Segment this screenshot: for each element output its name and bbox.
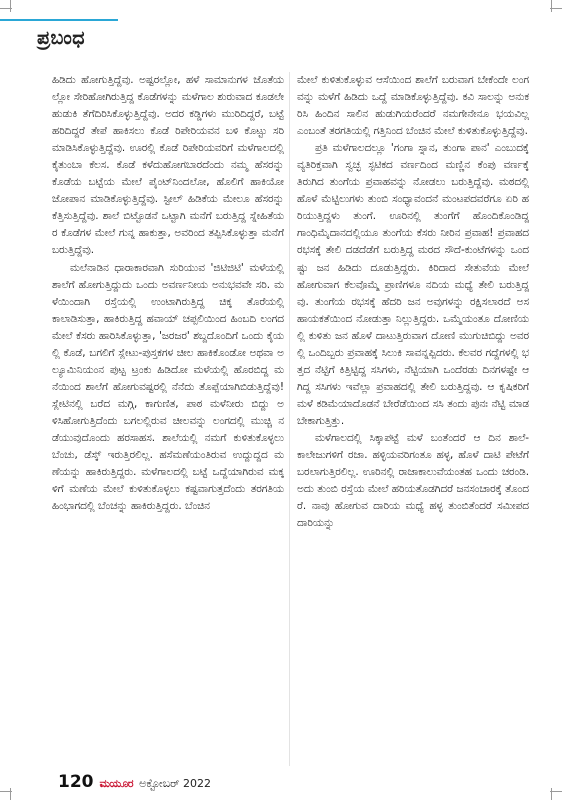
paragraph: ಮೇಲೆ ಕುಳಿತುಕೊಳ್ಳುವ ಆಸೆಯಿಂದ ಶಾಲೆಗೆ ಬರುವಾಗ ಬೇಕೆಂದೇ ಲಂಗವನ್ನು ಮಳೆಗೆ ಹಿಡಿದು ಒದ್ದೆ ಮಾಡಿಕೊಳ್ಳುತ್ತಿದ್ದೆವು. ಕವಿ ಸಾಲನ್ನು ಅನುಕರಿಸಿ ಹಿಂದಿನ ಸಾಲಿನ ಹುಡುಗಿಯರೆಂದರೆ ನಮಗೇನೇನೂ ಭಯವಿಲ್ಲ ಎಂಬಂತೆ ತರಗತಿಯಲ್ಲಿ ಗತ್ತಿನಿಂದ ಬೆಂಚಿನ ಮೇಲೆ ಕುಳಿತುಕೊಳ್ಳುತ್ತಿದ್ದೆವು.: [297, 74, 529, 138]
magazine-logo: ಮಯೂರ: [99, 777, 134, 790]
text-column-right: [297, 72, 529, 766]
page-footer: [58, 772, 211, 792]
column-gutter: [289, 72, 290, 766]
crop-mark-top-right-v: [551, 0, 552, 12]
paragraph: ಪ್ರತಿ ಮಳೆಗಾಲದಲ್ಲೂ 'ಗಂಗಾ ಸ್ನಾನ, ತುಂಗಾ ಪಾನ' ಎಂಬುದಕ್ಕೆ ವ್ಯತಿರಿಕ್ತವಾಗಿ ಸ್ವಚ್ಛ ಸ್ಫಟಿಕದ ವರ್ಣದಿಂದ ಮಣ್ಣಿನ ಕೆಂಪು ವರ್ಣಕ್ಕೆ ತಿರುಗಿದ ತುಂಗೆಯ ಪ್ರವಾಹವನ್ನು ನೋಡಲು ಬರುತ್ತಿದ್ದೆವು. ಮಠದಲ್ಲಿ ಹೊಳೆ ಮೆಟ್ಟಿಲುಗಳು ತುಂಬಿ ಸಂಧ್ಯಾವಂದನೆ ಮಂಟಪದವರೆಗೂ ಏರಿ ಹರಿಯುತ್ತಿದ್ದಳು ತುಂಗೆ. ಊರಿನಲ್ಲಿ ತುಂಗೆಗೆ ಹೊಂದಿಕೊಂಡಿದ್ದ ಗಾಂಧಿಮೈದಾನದಲ್ಲಿಯೂ ತುಂಗೆಯ ಕೆಸರು ನೀರಿನ ಪ್ರವಾಹ! ಪ್ರವಾಹದ ರಭಸಕ್ಕೆ ತೇಲಿ ದಡದೆಡೆಗೆ ಬರುತ್ತಿದ್ದ ಮರದ ಸೌದೆ-ಕುಂಟೆಗಳನ್ನು ಒಂದಷ್ಟು ಜನ ಹಿಡಿದು ದೂಡುತ್ತಿದ್ದರು. ಕಿರಿದಾದ ಸೇತುವೆಯ ಮೇಲೆ ಹೋಗುವಾಗ ಕೆಲವೊಮ್ಮೆ ಪ್ರಾಣಿಗಳೂ ನದಿಯ ಮಧ್ಯೆ ತೇಲಿ ಬರುತ್ತಿದ್ದವು. ತುಂಗೆಯ ರಭಸಕ್ಕೆ ಹೆದರಿ ಜನ ಅವುಗಳನ್ನು ರಕ್ಷಿಸಲಾರದೆ ಅಸಹಾಯಕತೆಯಿಂದ ನೋಡುತ್ತಾ ನಿಲ್ಲುತ್ತಿದ್ದರು. ಒಮ್ಮೆಯಂತೂ ದೋಣಿಯಲ್ಲಿ ಕುಳಿತು ಜನ ಹೊಳೆ ದಾಟುತ್ತಿರುವಾಗ ದೋಣಿ ಮುಗುಚಿಬಿದ್ದು ಅವರಲ್ಲಿ ಒಂದಿಬ್ಬರು ಪ್ರವಾಹಕ್ಕೆ ಸಿಲುಕಿ ಸಾವನ್ನಪ್ಪಿದರು. ಕೆಲವರ ಗದ್ದೆಗಳಲ್ಲಿ ಭತ್ತದ ನೆಟ್ಟಿಗೆ ಕಿತ್ತಿಟ್ಟಿದ್ದ ಸಸಿಗಳು, ನೆಟ್ಟಿಯಾಗಿ ಒಂದೆರಡು ದಿನಗಳಷ್ಟೇ ಆಗಿದ್ದ ಸಸಿಗಳು ಇವೆಲ್ಲಾ ಪ್ರವಾಹದಲ್ಲಿ ತೇಲಿ ಬರುತ್ತಿದ್ದವು. ಆ ಕೃಷಿಕರಿಗೆ ಮಳೆ ಕಡಿಮೆಯಾದೊಡನೆ ಬೇರೆಡೆಯಿಂದ ಸಸಿ ತಂದು ಪುನಃ ನೆಟ್ಟಿ ಮಾಡಬೇಕಾಗುತ್ತಿತ್ತು.: [297, 142, 529, 427]
crop-mark-bottom-left-v: [10, 788, 11, 800]
text-column-left: [52, 72, 284, 766]
crop-mark-top-left-v: [10, 0, 11, 12]
section-title: ಪ್ರಬಂಧ: [37, 27, 86, 49]
section-accent-rule: [0, 19, 118, 21]
issue-date: ಅಕ್ಟೋಬರ್ 2022: [139, 777, 212, 790]
paragraph: ಹಿಡಿದು ಹೋಗುತ್ತಿದ್ದೆವು. ಅಷ್ಟರಲ್ಲೋ, ಹಳೆ ಸಾಮಾನುಗಳ ಜೊತೆಯಲ್ಲೋ ಸೇರಿಹೋಗಿರುತ್ತಿದ್ದ ಕೊಡೆಗಳನ್ನು ಮಳೆಗಾಲ ಶುರುವಾದ ಕೂಡಲೇ ಹುಡುಕಿ ತೆಗೆದಿರಿಸಿಕೊಳ್ಳುತ್ತಿದ್ದೆವು. ಅದರ ಕಡ್ಡಿಗಳು ಮುರಿದಿದ್ದರೆ, ಬಟ್ಟೆ ಹರಿದಿದ್ದರೆ ತೇಪೆ ಹಾಕಿಸಲು ಕೊಡೆ ರಿಪೇರಿಯವನ ಬಳಿ ಕೊಟ್ಟು ಸರಿ ಮಾಡಿಸಿಕೊಳ್ಳುತ್ತಿದ್ದೆವು. ಊರಲ್ಲಿ ಕೊಡೆ ರಿಪೇರಿಯವರಿಗೆ ಮಳೆಗಾಲದಲ್ಲಿ ಕೈತುಂಬಾ ಕೆಲಸ. ಕೊಡೆ ಕಳೆದುಹೋಗಬಾರದೆಂದು ನಮ್ಮ ಹೆಸರನ್ನು ಕೊಡೆಯ ಬಟ್ಟೆಯ ಮೇಲೆ ಪೈಂಟ್‌ನಿಂದಲೋ, ಹೊಲಿಗೆ ಹಾಕಿಯೋ ಜೋಪಾನ ಮಾಡಿಕೊಳ್ಳುತ್ತಿದ್ದೆವು. ಸ್ಟೀಲ್ ಹಿಡಿಕೆಯ ಮೇಲೂ ಹೆಸರನ್ನು ಕೆತ್ತಿಸುತ್ತಿದ್ದೆವು. ಶಾಲೆ ಬಿಟ್ಟೊಡನೆ ಒಟ್ಟಾಗಿ ಮನೆಗೆ ಬರುತ್ತಿದ್ದ ಸ್ನೇಹಿತೆಯರ ಕೊಡೆಗಳ ಮೇಲೆ ಗುನ್ನ ಹಾಕುತ್ತಾ, ಅವರಿಂದ ತಪ್ಪಿಸಿಕೊಳ್ಳುತ್ತಾ ಮನೆಗೆ ಬರುತ್ತಿದ್ದೆವು.: [52, 74, 284, 257]
paragraph: ಮಲೆನಾಡಿನ ಧಾರಾಕಾರವಾಗಿ ಸುರಿಯುವ 'ಜಿಟಿಜಿಟಿ' ಮಳೆಯಲ್ಲಿ ಶಾಲೆಗೆ ಹೋಗುತ್ತಿದ್ದುದು ಒಂದು ಅವರ್ಣನೀಯ ಅನುಭವವೇ ಸರಿ. ಮಳೆಯಿಂದಾಗಿ ರಸ್ತೆಯಲ್ಲಿ ಉಂಟಾಗಿರುತ್ತಿದ್ದ ಚಿಕ್ಕ ತೊರೆಯಲ್ಲಿ ಕಾಲಾಡಿಸುತ್ತಾ, ಹಾಕಿರುತ್ತಿದ್ದ ಹವಾಯ್ ಚಪ್ಪಲಿಯಿಂದ ಹಿಂಬದಿ ಲಂಗದ ಮೇಲೆ ಕೆಸರು ಹಾರಿಸಿಕೊಳ್ಳುತ್ತಾ, 'ಜರಜರ' ಶಬ್ದದೊಂದಿಗೆ ಒಂದು ಕೈಯಲ್ಲಿ ಕೊಡೆ, ಬಗಲಿಗೆ ಸ್ಲೇಟು-ಪುಸ್ತಕಗಳ ಚೀಲ ಹಾಕಿಕೊಂಡೋ ಅಥವಾ ಅಲ್ಯೂಮಿನಿಯಂನ ಪುಟ್ಟ ಟ್ರಂಕು ಹಿಡಿದೋ ಮಳೆಯಲ್ಲಿ ಹೊರಬಿದ್ದ ಮನೆಯಿಂದ ಶಾಲೆಗೆ ಹೋಗುವಷ್ಟರಲ್ಲಿ ನೆನೆದು ತೊಪ್ಪೆಯಾಗಿಬಿಡುತ್ತಿದ್ದೆವು! ಸ್ಲೇಟಿನಲ್ಲಿ ಬರೆದ ಮಗ್ಗಿ, ಕಾಗುಣಿತ, ಪಾಠ ಮಳೆನೀರು ಬಿದ್ದು ಅಳಿಸಿಹೋಗುತ್ತಿದೆಂದು ಬಗಲಲ್ಲಿರುವ ಚೀಲವನ್ನು ಲಂಗದಲ್ಲಿ ಮುಚ್ಚಿ ನಡೆಯುವುದೊಂದು ಹರಸಾಹಸ. ಶಾಲೆಯಲ್ಲಿ ನಮಗೆ ಕುಳಿತುಕೊಳ್ಳಲು ಬೆಂಚು, ಡೆಸ್ಕ್ ಇರುತ್ತಿರಲಿಲ್ಲ. ಹಸೆಮಣೆಯಂತಿರುವ ಉದ್ದುದ್ದದ ಮಣೆಯನ್ನು ಹಾಕಿರುತ್ತಿದ್ದರು. ಮಳೆಗಾಲದಲ್ಲಿ ಬಟ್ಟೆ ಒದ್ದೆಯಾಗಿರುವ ಮಕ್ಕಳಿಗೆ ಮಣೆಯ ಮೇಲೆ ಕುಳಿತುಕೊಳ್ಳಲು ಕಷ್ಟವಾಗುತ್ತದೆಂದು ತರಗತಿಯ ಹಿಂಭಾಗದಲ್ಲಿ ಬೆಂಚನ್ನು ಹಾಕಿರುತ್ತಿದ್ದರು. ಬೆಂಚಿನ: [52, 261, 284, 513]
paragraph: ಮಳೆಗಾಲದಲ್ಲಿ ಸಿಕ್ಕಾಪಟ್ಟೆ ಮಳೆ ಬಂತೆಂದರೆ ಆ ದಿನ ಶಾಲೆ-ಕಾಲೇಜುಗಳಿಗೆ ರಜಾ. ಹಳ್ಳಿಯವರಿಗಂತೂ ಹಳ್ಳ, ಹೊಳೆ ದಾಟಿ ಪೇಟೆಗೆ ಬರಲಾಗುತ್ತಿರಲಿಲ್ಲ. ಊರಿನಲ್ಲಿ ರಾಜಾಕಾಲುವೆಯಂತಹ ಒಂದು ಚರಂಡಿ. ಅದು ತುಂಬಿ ರಸ್ತೆಯ ಮೇಲೆ ಹರಿಯತೊಡಗಿದರೆ ಜನಸಂಚಾರಕ್ಕೆ ತೊಂದರೆ. ನಾವು ಹೋಗುವ ದಾರಿಯ ಮಧ್ಯೆ ಹಳ್ಳ ತುಂಬಿತೆಂದರೆ ಸಮೀಪದ ದಾರಿಯನ್ನು: [297, 431, 529, 530]
crop-mark-bottom-right-v: [551, 788, 552, 800]
page-number: 120: [58, 772, 94, 792]
